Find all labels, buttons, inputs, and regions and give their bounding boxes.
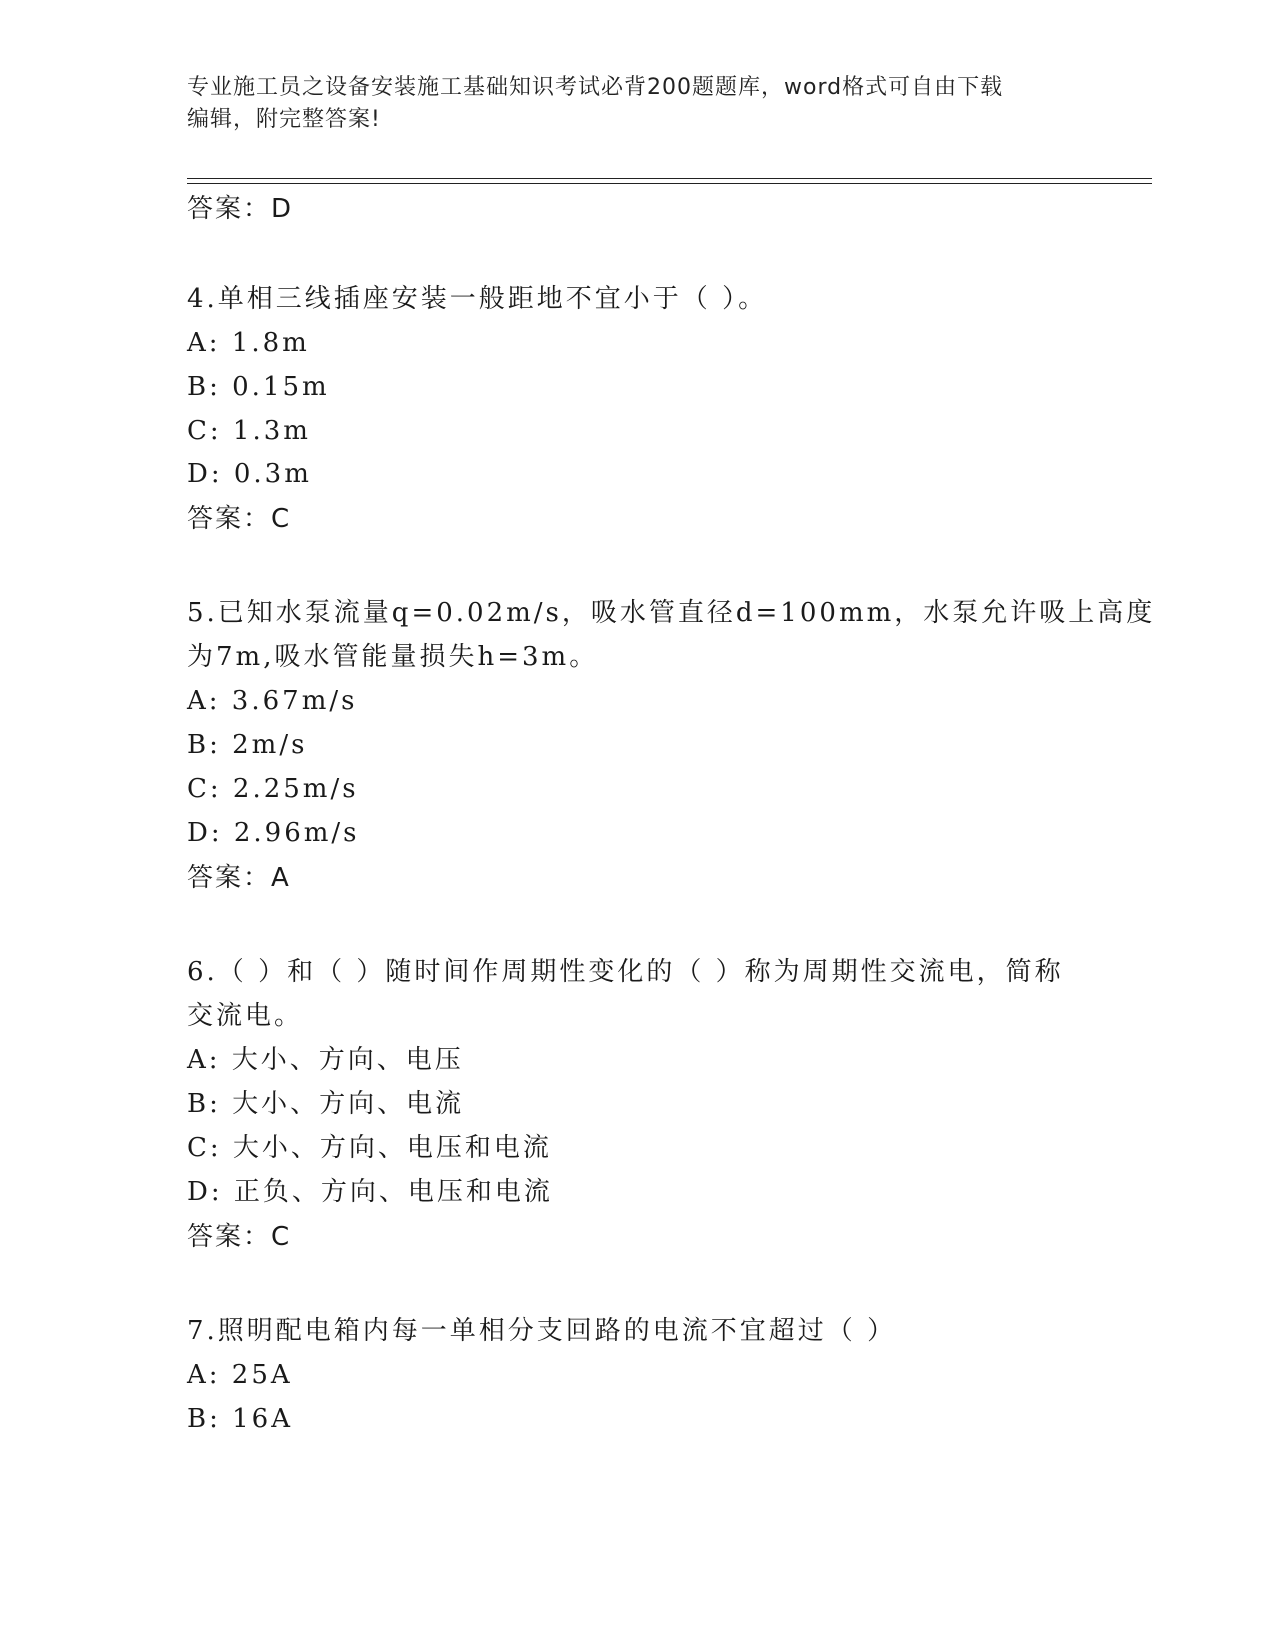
question-7-option-b: B: 16A <box>187 1404 293 1434</box>
question-4-answer: 答案：C <box>187 504 292 534</box>
question-7-option-a: A: 25A <box>187 1360 293 1390</box>
question-5-stem-line-1: 5.已知水泵流量q=0.02m/s，吸水管直径d=100mm，水泵允许吸上高度 <box>187 598 1156 628</box>
question-5-option-b: B: 2m/s <box>187 730 308 760</box>
question-4-option-b: B: 0.15m <box>187 372 330 402</box>
question-6-option-b: B: 大小、方向、电流 <box>187 1089 465 1119</box>
question-5-answer: 答案：A <box>187 863 291 893</box>
question-7-stem: 7.照明配电箱内每一单相分支回路的电流不宜超过（ ） <box>187 1316 897 1346</box>
question-5-option-d: D: 2.96m/s <box>187 818 360 848</box>
question-4-stem: 4.单相三线插座安装一般距地不宜小于（ ）。 <box>187 284 768 314</box>
question-4-option-c: C: 1.3m <box>187 416 311 446</box>
header-title-line-2: 编辑，附完整答案! <box>187 107 381 132</box>
question-5-option-a: A: 3.67m/s <box>187 686 358 716</box>
question-6-option-a: A: 大小、方向、电压 <box>187 1045 464 1075</box>
question-6-option-d: D: 正负、方向、电压和电流 <box>187 1177 553 1207</box>
document-header <box>187 72 1067 136</box>
question-4-option-d: D: 0.3m <box>187 459 312 489</box>
previous-answer: 答案：D <box>187 194 294 224</box>
header-divider-bottom <box>187 183 1152 184</box>
question-6-option-c: C: 大小、方向、电压和电流 <box>187 1133 552 1163</box>
header-divider-top <box>187 178 1152 179</box>
question-5-option-c: C: 2.25m/s <box>187 774 359 804</box>
header-title-line-1: 专业施工员之设备安装施工基础知识考试必背200题题库，word格式可自由下载 <box>187 75 1004 100</box>
question-6-stem-line-1: 6.（ ）和（ ）随时间作周期性变化的（ ）称为周期性交流电，简称 <box>187 957 1064 987</box>
question-4-option-a: A: 1.8m <box>187 328 310 358</box>
question-6-answer: 答案：C <box>187 1222 292 1252</box>
question-6-stem-line-2: 交流电。 <box>187 1001 304 1031</box>
question-5-stem-line-2: 为7m,吸水管能量损失h=3m。 <box>187 642 599 672</box>
